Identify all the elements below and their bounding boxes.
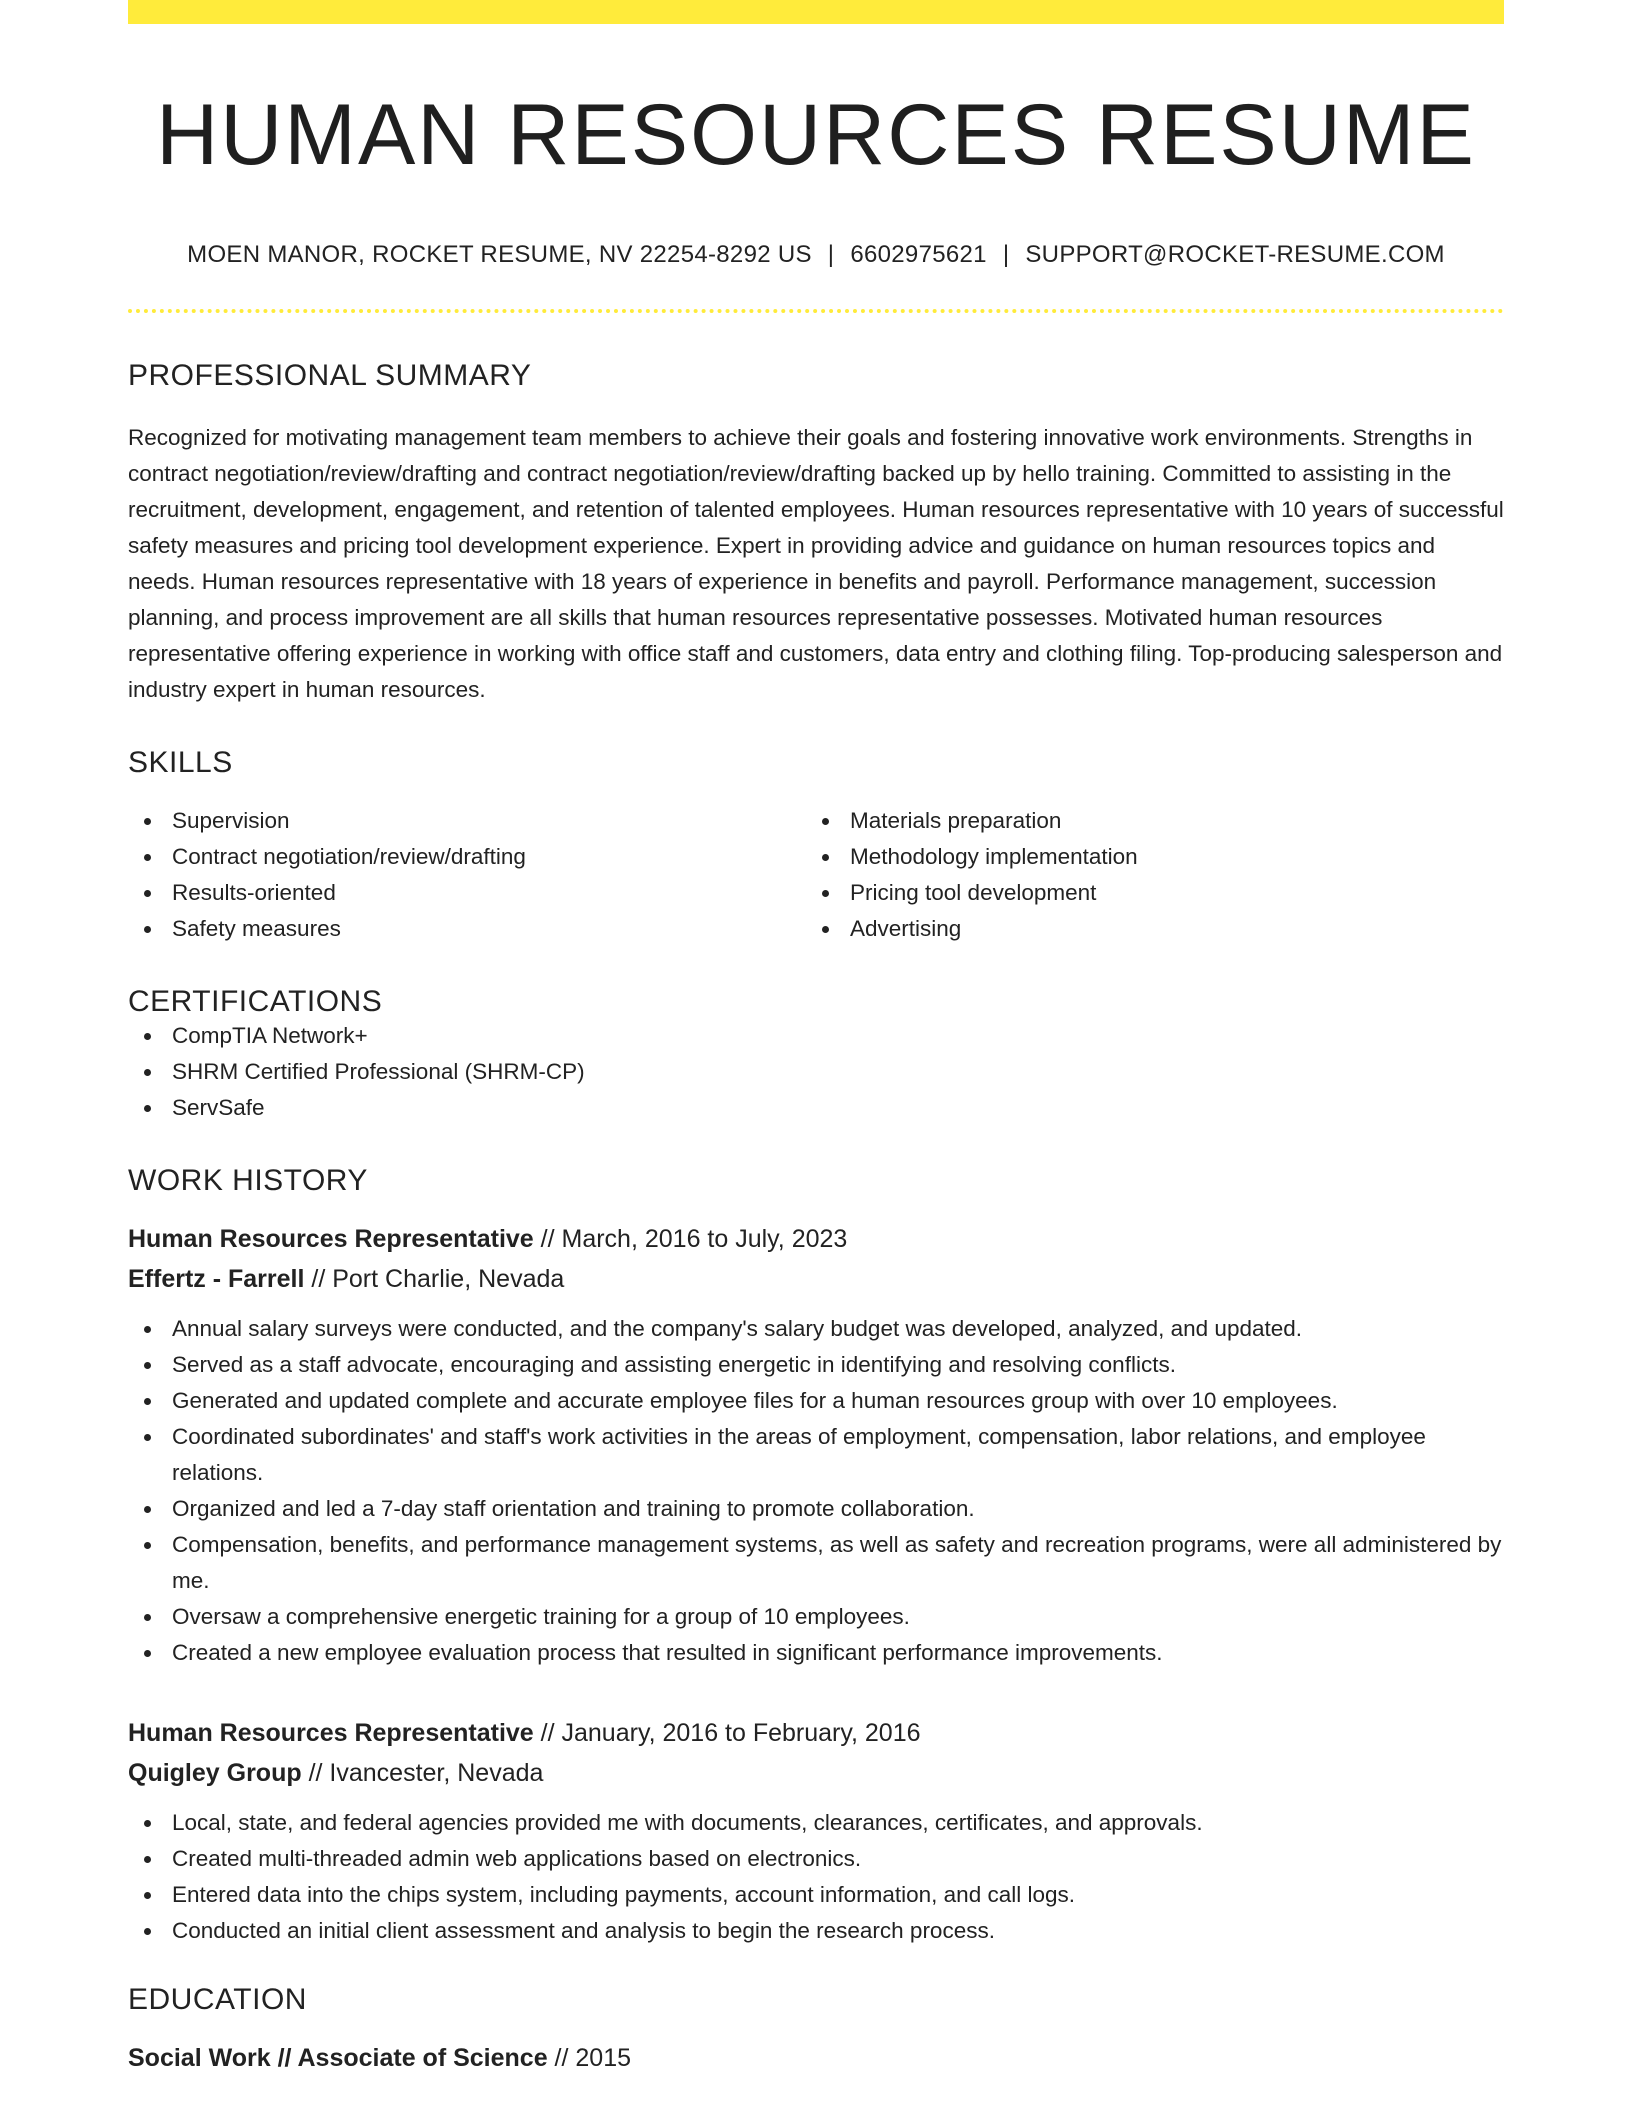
job-role: Human Resources Representative	[128, 1719, 534, 1748]
job-company: Effertz - Farrell	[128, 1265, 305, 1294]
contact-separator: |	[1002, 241, 1010, 269]
certification-item: ServSafe	[128, 1090, 1504, 1126]
summary-text: Recognized for motivating management team members to achieve their goals and fostering innovative work environments. Strengths in contract negotiation/review/drafting and contract negotiation/review/drafting backed up by hello training. Committed to assisting in the recruitment, development, engagement, and retention of talented employees. Human resources representative with 10 years of successful safety measures and pricing tool development experience. Expert in providing advice and guidance on human resources topics and needs. Human resources representative with 18 years of experience in benefits and payroll. Performance management, succession planning, and process improvement are all skills that human resources representative possesses. Motivated human resources representative offering experience in working with office staff and customers, data entry and clothing filing. Top-producing salesperson and industry expert in human resources.	[128, 425, 1504, 703]
certifications-heading: CERTIFICATIONS	[128, 985, 383, 1019]
job-bullet: Created multi-threaded admin web applications based on electronics.	[128, 1841, 1504, 1877]
job-bullet: Created a new employee evaluation process that resulted in significant performance improvements.	[128, 1635, 1504, 1671]
contact-line	[128, 241, 1504, 269]
job-dates: // January, 2016 to February, 2016	[533, 1719, 921, 1748]
job-bullet: Conducted an initial client assessment and analysis to begin the research process.	[128, 1913, 1504, 1949]
contact-address: MOEN MANOR, ROCKET RESUME, NV 22254-8292 US	[187, 241, 812, 269]
skills-list-left	[128, 803, 806, 947]
skill-item: Contract negotiation/review/drafting	[128, 839, 806, 875]
skills-heading: SKILLS	[128, 746, 233, 780]
job-bullet: Annual salary surveys were conducted, and the company's salary budget was developed, analyzed, and updated.	[128, 1311, 1504, 1347]
job-bullet: Organized and led a 7-day staff orientation and training to promote collaboration.	[128, 1491, 1504, 1527]
job-bullet: Compensation, benefits, and performance management systems, as well as safety and recreation programs, were all administered by me.	[128, 1527, 1504, 1599]
contact-separator: |	[827, 241, 835, 269]
job-company-line	[128, 1753, 1504, 1793]
skill-item: Supervision	[128, 803, 806, 839]
skill-item: Pricing tool development	[806, 875, 1484, 911]
skills-list-right	[806, 803, 1484, 947]
job-role: Human Resources Representative	[128, 1225, 534, 1254]
education-year: // 2015	[547, 2044, 632, 2073]
job-role-line	[128, 1713, 1504, 1753]
education-heading: EDUCATION	[128, 1983, 307, 2017]
job-bullets	[128, 1311, 1504, 1671]
job-bullet: Local, state, and federal agencies provided me with documents, clearances, certificates, and approvals.	[128, 1805, 1504, 1841]
skill-item: Methodology implementation	[806, 839, 1484, 875]
skill-item: Materials preparation	[806, 803, 1484, 839]
skill-item: Advertising	[806, 911, 1484, 947]
job-company-line	[128, 1259, 1504, 1299]
education-degree: Social Work // Associate of Science	[128, 2044, 548, 2073]
job-location: // Ivancester, Nevada	[301, 1759, 544, 1788]
summary-heading: PROFESSIONAL SUMMARY	[128, 359, 532, 393]
job-company: Quigley Group	[128, 1759, 302, 1788]
dotted-divider	[128, 309, 1504, 313]
skills-grid	[128, 803, 1504, 947]
resume-title: HUMAN RESOURCES RESUME	[156, 87, 1476, 183]
certification-item: CompTIA Network+	[128, 1018, 1504, 1054]
job-dates: // March, 2016 to July, 2023	[533, 1225, 848, 1254]
education-entry	[128, 2038, 1504, 2078]
skill-item: Safety measures	[128, 911, 806, 947]
job-entry	[128, 1713, 1504, 1949]
contact-email: SUPPORT@ROCKET-RESUME.COM	[1025, 241, 1445, 269]
skill-item: Results-oriented	[128, 875, 806, 911]
job-role-line	[128, 1219, 1504, 1259]
job-bullet: Coordinated subordinates' and staff's work activities in the areas of employment, compensation, labor relations, and employee relations.	[128, 1419, 1504, 1491]
work-history-heading: WORK HISTORY	[128, 1164, 368, 1198]
job-bullets	[128, 1805, 1504, 1949]
job-bullet: Entered data into the chips system, including payments, account information, and call logs.	[128, 1877, 1504, 1913]
contact-phone: 6602975621	[850, 241, 987, 269]
certification-item: SHRM Certified Professional (SHRM-CP)	[128, 1054, 1504, 1090]
job-entry	[128, 1219, 1504, 1671]
job-bullet: Oversaw a comprehensive energetic training for a group of 10 employees.	[128, 1599, 1504, 1635]
job-bullet: Served as a staff advocate, encouraging and assisting energetic in identifying and resolving conflicts.	[128, 1347, 1504, 1383]
accent-top-bar	[128, 0, 1504, 24]
job-location: // Port Charlie, Nevada	[304, 1265, 565, 1294]
certifications-list	[128, 1018, 1504, 1126]
job-bullet: Generated and updated complete and accurate employee files for a human resources group with over 10 employees.	[128, 1383, 1504, 1419]
resume-page	[128, 0, 1504, 2078]
